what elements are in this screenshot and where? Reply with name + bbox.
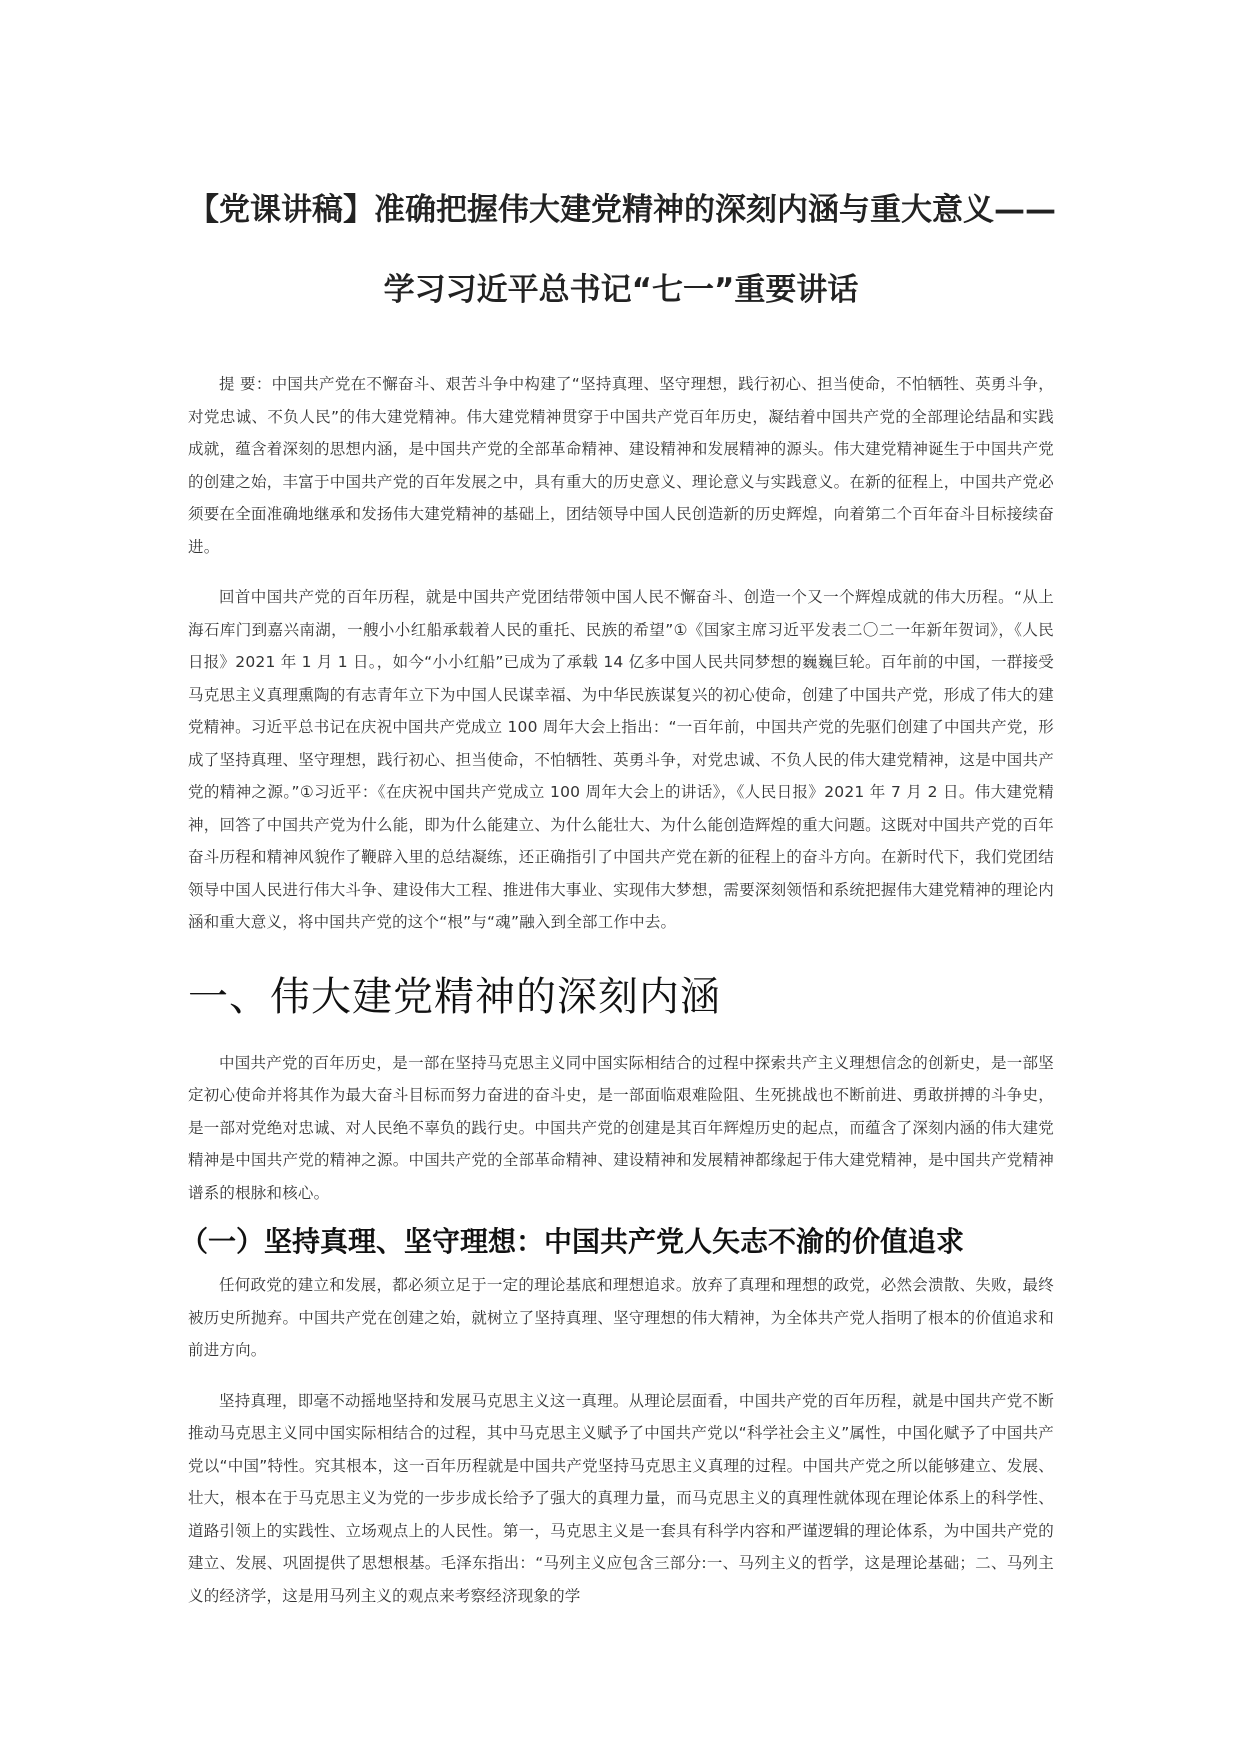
intro-paragraph: 回首中国共产党的百年历程，就是中国共产党团结带领中国人民不懈奋斗、创造一个又一个辉煌成就的伟大历程。“从上海石库门到嘉兴南湖，一艘小小红船承载着人民的重托、民族的希望”①《国家主席习近平发表二〇二一年新年贺词》，《人民日报》2021 年 1 月 1 日。，如今“小小红船”已成为了承载 14 亿多中国人民共同梦想的巍巍巨轮。百年前的中国，一群接受马克思主义真理熏陶的有志青年立下为中国人民谋幸福、为中华民族谋复兴的初心使命，创建了中国共产党，形成了伟大的建党精神。习近平总书记在庆祝中国共产党成立 100 周年大会上指出：“一百年前，中国共产党的先驱们创建了中国共产党，形成了坚持真理、坚守理想，践行初心、担当使命，不怕牺牲、英勇斗争，对党忠诚、不负人民的伟大建党精神，这是中国共产党的精神之源。”①习近平：《在庆祝中国共产党成立 100 周年大会上的讲话》，《人民日报》2021 年 7 月 2 日。伟大建党精神，回答了中国共产党为什么能，即为什么能建立、为什么能壮大、为什么能创造辉煌的重大问题。这既对中国共产党的百年奋斗历程和精神风貌作了鞭辟入里的总结凝练，还正确指引了中国共产党在新的征程上的奋斗方向。在新时代下，我们党团结领导中国人民进行伟大斗争、建设伟大工程、推进伟大事业、实现伟大梦想，需要深刻领悟和系统把握伟大建党精神的理论内涵和重大意义，将中国共产党的这个“根”与“魂”融入到全部工作中去。 <box>188 588 1054 931</box>
section-heading: 一、伟大建党精神的深刻内涵 <box>188 973 721 1020</box>
abstract-paragraph: 提 要：中国共产党在不懈奋斗、艰苦斗争中构建了“坚持真理、坚守理想，践行初心、担当使命，不怕牺牲、英勇斗争，对党忠诚、不负人民”的伟大建党精神。伟大建党精神贯穿于中国共产党百年历史，凝结着中国共产党的全部理论结晶和实践成就，蕴含着深刻的思想内涵，是中国共产党的全部革命精神、建设精神和发展精神的源头。伟大建党精神诞生于中国共产党的创建之始，丰富于中国共产党的百年发展之中，具有重大的历史意义、理论意义与实践意义。在新的征程上，中国共产党必须要在全面准确地继承和发扬伟大建党精神的基础上，团结领导中国人民创造新的历史辉煌，向着第二个百年奋斗目标接续奋进。 <box>188 375 1054 556</box>
subsection-paragraph-1: 任何政党的建立和发展，都必须立足于一定的理论基底和理想追求。放弃了真理和理想的政党，必然会溃散、失败，最终被历史所抛弃。中国共产党在创建之始，就树立了坚持真理、坚守理想的伟大精神，为全体共产党人指明了根本的价值追求和前进方向。 <box>188 1276 1054 1359</box>
document-body <box>180 170 1056 1612</box>
document-title-line2: 学习习近平总书记“七一”重要讲话 <box>383 272 859 308</box>
section-paragraph: 中国共产党的百年历史，是一部在坚持马克思主义同中国实际相结合的过程中探索共产主义理想信念的创新史，是一部坚定初心使命并将其作为最大奋斗目标而努力奋进的奋斗史，是一部面临艰难险阻、生死挑战也不断前进、勇敢拼搏的斗争史，是一部对党绝对忠诚、对人民绝不辜负的践行史。中国共产党的创建是其百年辉煌历史的起点，而蕴含了深刻内涵的伟大建党精神是中国共产党的精神之源。中国共产党的全部革命精神、建设精神和发展精神都缘起于伟大建党精神，是中国共产党精神谱系的根脉和核心。 <box>188 1053 1054 1202</box>
subsection-heading: （一）坚持真理、坚守理想：中国共产党人矢志不渝的价值追求 <box>180 1225 965 1258</box>
document-title-line1: 【党课讲稿】准确把握伟大建党精神的深刻内涵与重大意义—— <box>188 192 1056 228</box>
subsection-paragraph-2: 坚持真理，即毫不动摇地坚持和发展马克思主义这一真理。从理论层面看，中国共产党的百年历程，就是中国共产党不断推动马克思主义同中国实际相结合的过程，其中马克思主义赋予了中国共产党以“科学社会主义”属性，中国化赋予了中国共产党以“中国”特性。究其根本，这一百年历程就是中国共产党坚持马克思主义真理的过程。中国共产党之所以能够建立、发展、壮大，根本在于马克思主义为党的一步步成长给予了强大的真理力量，而马克思主义的真理性就体现在理论体系上的科学性、道路引领上的实践性、立场观点上的人民性。第一，马克思主义是一套具有科学内容和严谨逻辑的理论体系，为中国共产党的建立、发展、巩固提供了思想根基。毛泽东指出：“马列主义应包含三部分:一、马列主义的哲学，这是理论基础；二、马列主义的经济学，这是用马列主义的观点来考察经济现象的学 <box>188 1391 1054 1605</box>
